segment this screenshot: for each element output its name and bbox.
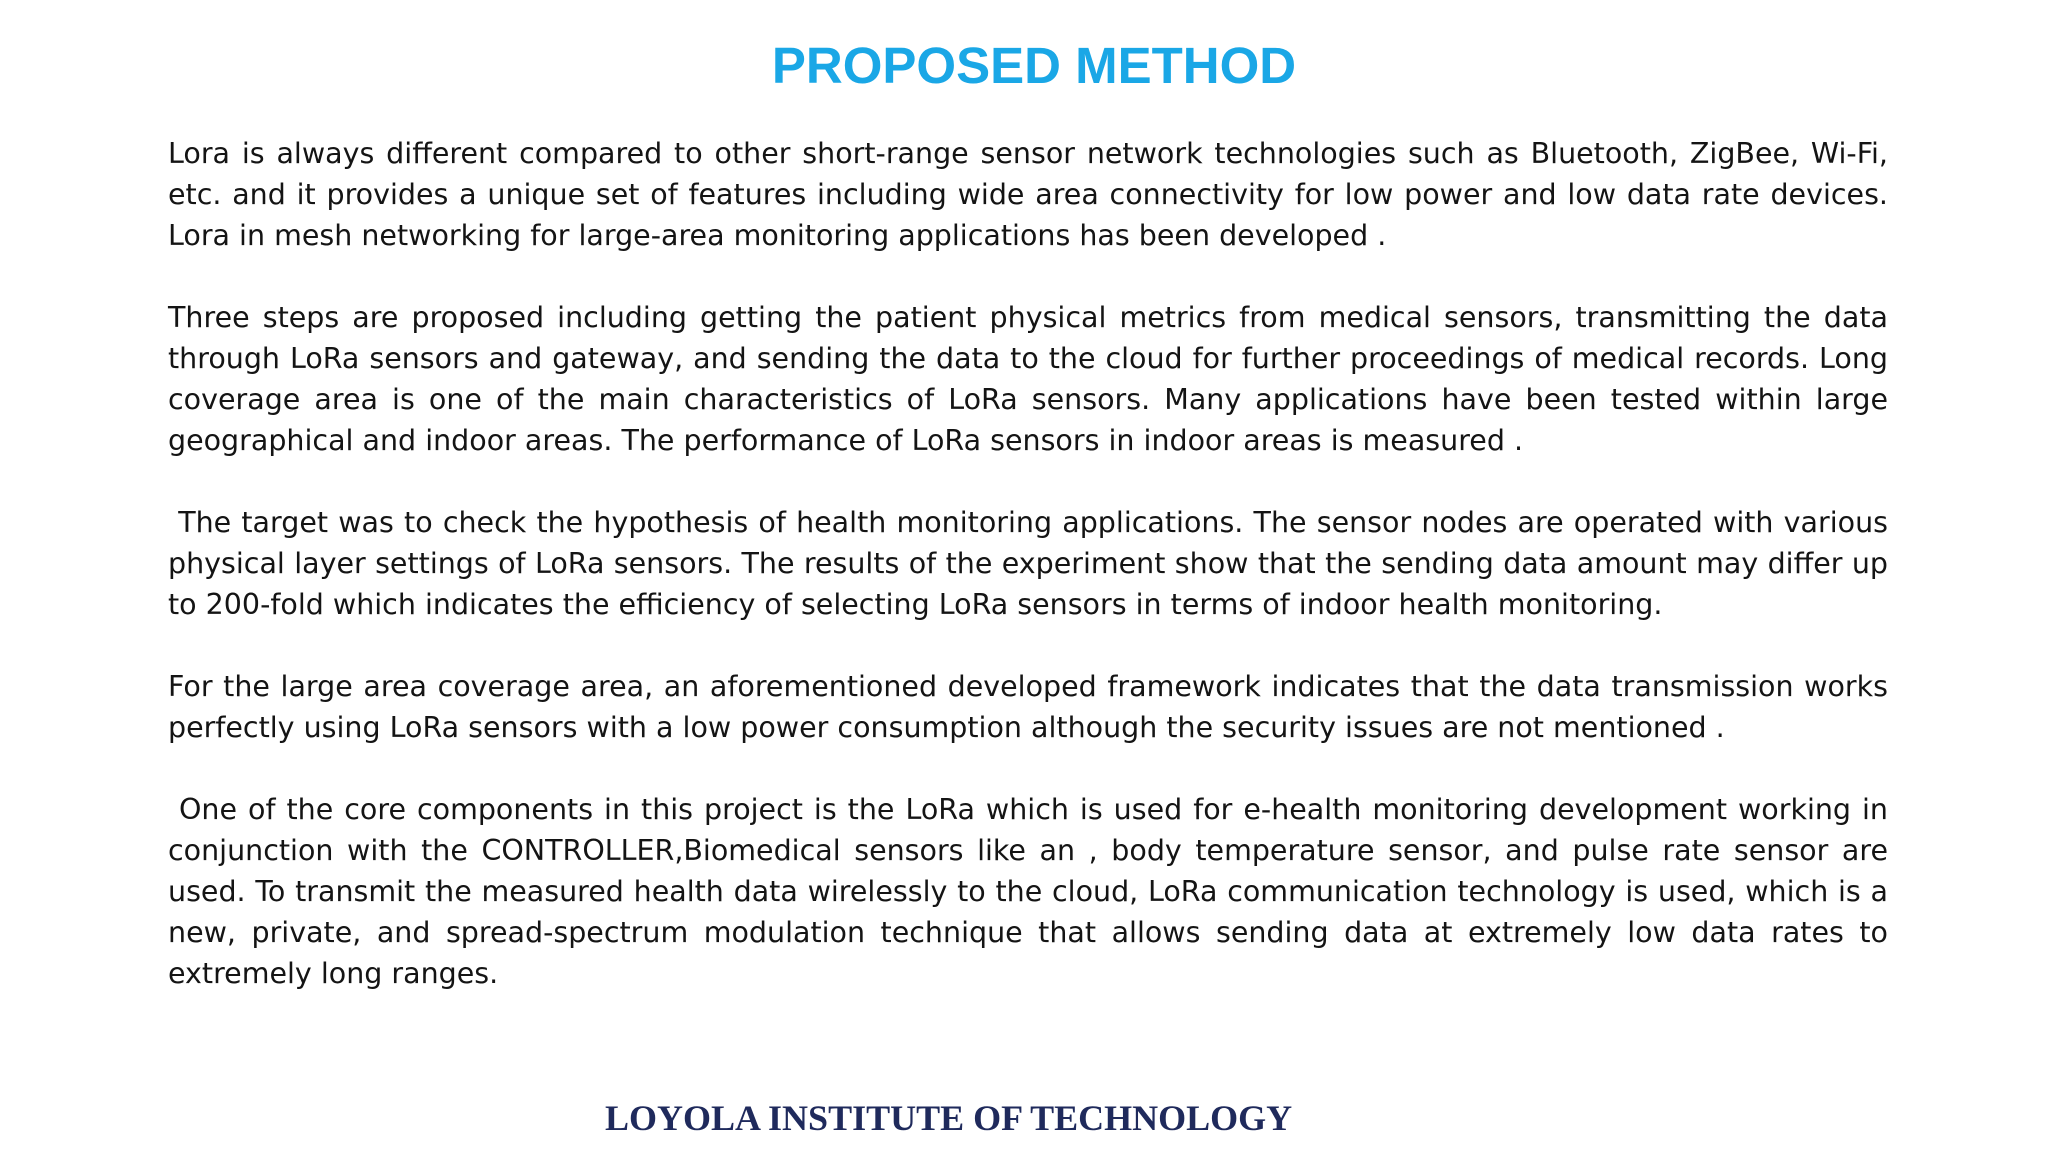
- paragraph-hypothesis: The target was to check the hypothesis of health monitoring applications. The sensor nodes are operated with various physical layer settings of LoRa sensors. The results of the experiment show that the sending data amount may differ up to 200-fold which indicates the efficiency of selecting LoRa sensors in terms of indoor health monitoring.: [168, 506, 1898, 621]
- slide-title: PROPOSED METHOD: [771, 37, 1297, 94]
- paragraph-three-steps: Three steps are proposed including getting the patient physical metrics from medical sensors, transmitting the data through LoRa sensors and gateway, and sending the data to the cloud for further proceedings of medical records. Long coverage area is one of the main characteristics of LoRa sensors. Many applications have been tested within large geographical and indoor areas. The performance of LoRa sensors in indoor areas is measured .: [168, 301, 1898, 457]
- institution-footer: LOYOLA INSTITUTE OF TECHNOLOGY: [605, 1098, 1293, 1138]
- paragraph-lora-overview: Lora is always different compared to other short-range sensor network technologies such as Bluetooth, ZigBee, Wi-Fi, etc. and it provides a unique set of features including wide area connectivity for low power and low data rate devices. Lora in mesh networking for large-area monitoring applications has been developed .: [168, 137, 1898, 252]
- slide-body: [168, 133, 1898, 1035]
- paragraph-core-components: One of the core components in this project is the LoRa which is used for e-health monitoring development working in conjunction with the CONTROLLER,Biomedical sensors like an , body temperature sensor, and pulse rate sensor are used. To transmit the measured health data wirelessly to the cloud, LoRa communication technology is used, which is a new, private, and spread-spectrum modulation technique that allows sending data at extremely low data rates to extremely long ranges.: [168, 793, 1898, 990]
- paragraph-large-area: For the large area coverage area, an aforementioned developed framework indicates that the data transmission works perfectly using LoRa sensors with a low power consumption although the security issues are not mentioned .: [168, 670, 1898, 744]
